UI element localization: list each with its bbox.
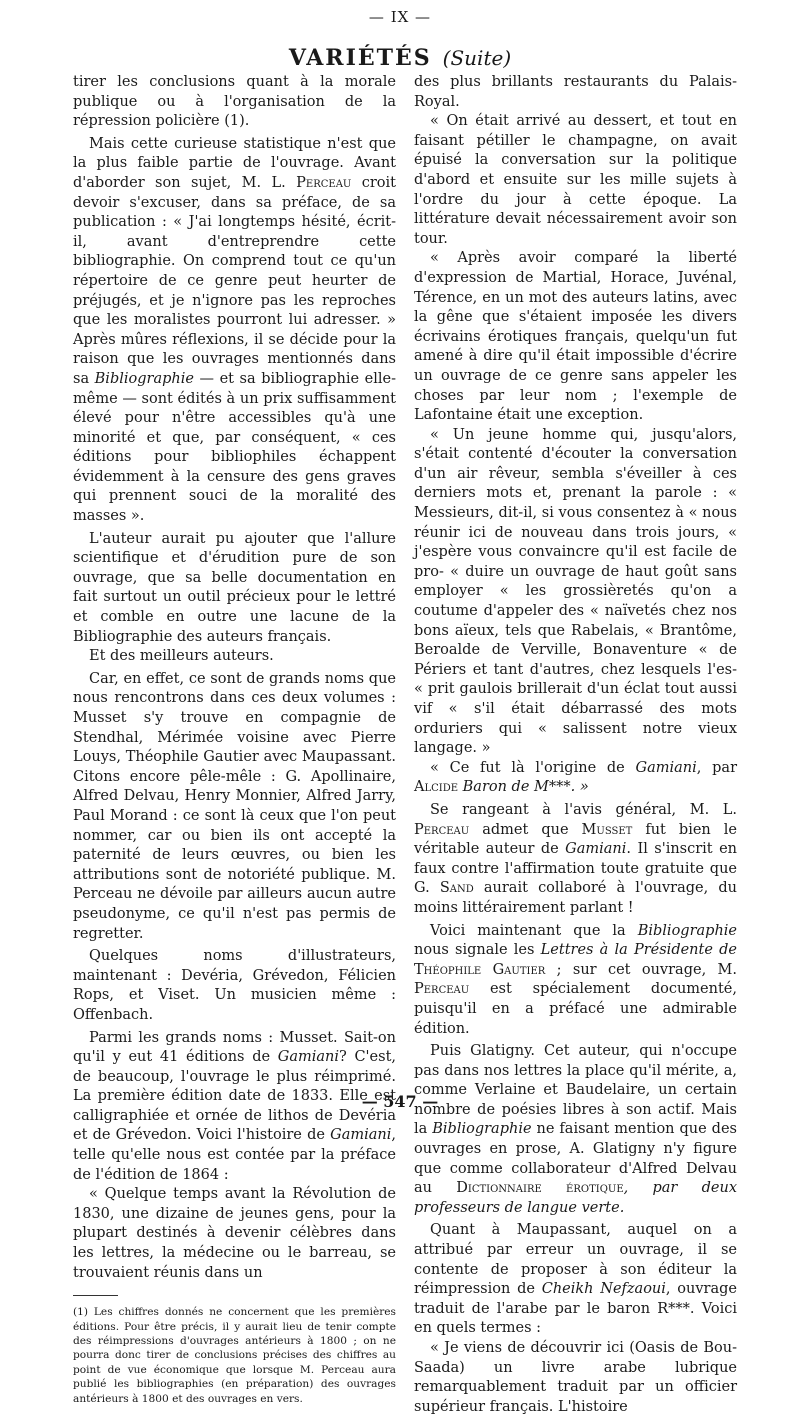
roman-page-marker: — IX — — [368, 8, 432, 26]
title-main: VARIÉTÉS — [288, 45, 432, 71]
paragraph: « Quelque temps avant la Révolution de 1830, une dizaine de jeunes gens, pour la plupart destinés à devenir célèbres dans les lettres, la médecine ou le barreau, se trouvaient réunis dans un — [73, 1186, 396, 1281]
paragraph: L'auteur aurait pu ajouter que l'allure scientifique et d'érudition pure de son ouvrage, que sa belle documentation en fait surtout un outil précieux pour le lettré et comble en outre une lacune de la Bibliographie des auteurs français. — [73, 530, 396, 645]
section-title — [0, 46, 800, 71]
footnote-divider — [73, 1295, 118, 1296]
paragraph: « Après avoir comparé la liberté d'expression de Martial, Horace, Juvénal, Térence, en un mot des auteurs latins, avec la gêne que s'étaient imposée les divers écrivains érotiques français, quelqu'un fut amené à dire qu'il était impossible d'écrire un ouvrage de ce genre sans appeler les choses par leur nom ; l'exemple de Lafontaine était une exception. — [414, 250, 737, 424]
title-suffix: (Suite) — [442, 46, 512, 70]
paragraph: Voici maintenant que la Bibliographie nous signale les Lettres à la Présidente de Théophile Gautier ; sur cet ouvrage, M. Perceau est spécialement documenté, puisqu'il en a préfacé une admirable édition. — [414, 922, 737, 1037]
footnote — [73, 1305, 396, 1406]
paragraph: Et des meilleurs auteurs. — [89, 648, 274, 665]
right-column — [414, 73, 737, 1417]
paragraph: Puis Glatigny. Cet auteur, qui n'occupe pas dans nos lettres la place qu'il mérite, a, comme Verlaine et Baudelaire, un certain nombre de poésies libres à son actif. Mais la Bibliographie ne faisant mention que des ouvrages en prose, A. Glatigny n'y figure que comme collaborateur d'Alfred Delvau au Dictionnaire érotique, par deux professeurs de langue verte. — [414, 1043, 738, 1216]
paragraph: Se rangeant à l'avis général, M. L. Perceau admet que Musset fut bien le véritable auteur de Gamiani. Il s'inscrit en faux contre l'affirmation toute gratuite que G. Sand aurait collaboré à l'ouvrage, du moins littérairement parlant ! — [414, 801, 737, 916]
paragraph: « Un jeune homme qui, jusqu'alors, s'était contenté d'écouter la conversation d'un air rêveur, sembla s'éveiller à ces derniers mots et, prenant la parole : « Messieurs, dit-il, si vous consentez à « nous réunir ici de nouveau dans trois jours, « j'espère vous convaincre qu'il est facile de pro- « duire un ouvrage de haut goût sans employer « les grossièretés qu'on a coutume d'appeler des « naïvetés chez nos bons aïeux, tels que Rabelais, « Brantôme, Beroalde de Verville, Bonaventure « de Périers et tant d'autres, chez lesquels l'es- « prit gaulois brillerait d'un éclat tout aussi vif « s'il était débarrassé des mots orduriers qui « salissent notre vieux langage. » — [414, 426, 737, 757]
paragraph: Quelques noms d'illustrateurs, maintenant : Devéria, Grévedon, Félicien Rops, et Viset. Un musicien même : Offenbach. — [73, 948, 396, 1023]
paragraph: Parmi les grands noms : Musset. Sait-on qu'il y eut 41 éditions de Gamiani? C'est, de beaucoup, l'ouvrage le plus réimprimé. La première édition date de 1833. Elle est calligraphiée et ornée de lithos de Devéria et de Grévedon. Voici l'histoire de Gamiani, telle qu'elle nous est contée par la préface de l'édition de 1864 : — [73, 1029, 397, 1183]
paragraph: des plus brillants restaurants du Palais-Royal. — [414, 74, 737, 110]
paragraph: « Je viens de découvrir ici (Oasis de Bou-Saada) un livre arabe lubrique remarquablement traduit par un officier supérieur français. L'histoire — [414, 1340, 737, 1415]
left-column — [73, 73, 396, 1406]
paragraph: « On était arrivé au dessert, et tout en faisant pétiller le champagne, on avait épuisé la conversation sur la politique d'abord et ensuite sur les mille sujets à l'ordre du jour à cette époque. La littérature devait nécessairement avoir son tour. — [414, 113, 737, 247]
footnote-text: (1) Les chiffres donnés ne concernent que les premières éditions. Pour être précis, il y aurait lieu de tenir compte des réimpressions d'ouvrages antérieurs à 1800 ; on ne pourra donc tirer de conclusions précises des chiffres au point de vue économique que lorsque M. Perceau aura publié les bibliographies (en préparation) des ouvrages antérieurs à 1800 et des ouvrages en vers. — [73, 1306, 396, 1405]
page-number: — 547 — — [361, 1092, 439, 1111]
paragraph: Car, en effet, ce sont de grands noms que nous rencontrons dans ces deux volumes : Musset s'y trouve en compagnie de Stendhal, Mérimée voisine avec Pierre Louys, Théophile Gautier avec Maupassant. Citons encore pêle-mêle : G. Apollinaire, Alfred Delvau, Henry Monnier, Alfred Jarry, Paul Morand : ce sont là ceux que l'on peut nommer, car ou bien ils ont accepté la paternité de leurs œuvres, ou bien les attributions sont de notoriété publique. M. Perceau ne dévoile par ailleurs aucun autre pseudonyme, ce qu'il n'est pas permis de regretter. — [73, 670, 396, 942]
paragraph: tirer les conclusions quant à la morale publique ou à l'organisation de la répression policière (1). — [73, 74, 396, 130]
paragraph: Mais cette curieuse statistique n'est que la plus faible partie de l'ouvrage. Avant d'aborder son sujet, M. L. Perceau croit devoir s'excuser, dans sa préface, de sa publication : « J'ai longtemps hésité, écrit-il, avant d'entreprendre cette bibliographie. On comprend tout ce qu'un répertoire de ce genre peut heurter de préjugés, et je n'ignore pas les reproches que les moralistes pourront lui adresser. » Après mûres réflexions, il se décide pour la raison que les ouvrages mentionnés dans sa Bibliographie — et sa bibliographie elle-même — sont édités à un prix suffisamment élevé pour n'être accessibles qu'à une minorité et que, par conséquent, « ces éditions pour bibliophiles échappent évidemment à la censure des gens graves qui prennent souci de la moralité des masses ». — [73, 135, 396, 525]
paragraph: Quant à Maupassant, auquel on a attribué par erreur un ouvrage, il se contente de proposer à son éditeur la réimpression de Cheikh Nefzaoui, ouvrage traduit de l'arabe par le baron R***. Voici en quels termes : — [414, 1222, 737, 1337]
paragraph: « Ce fut là l'origine de Gamiani, par Alcide Baron de M***. » — [414, 759, 738, 796]
